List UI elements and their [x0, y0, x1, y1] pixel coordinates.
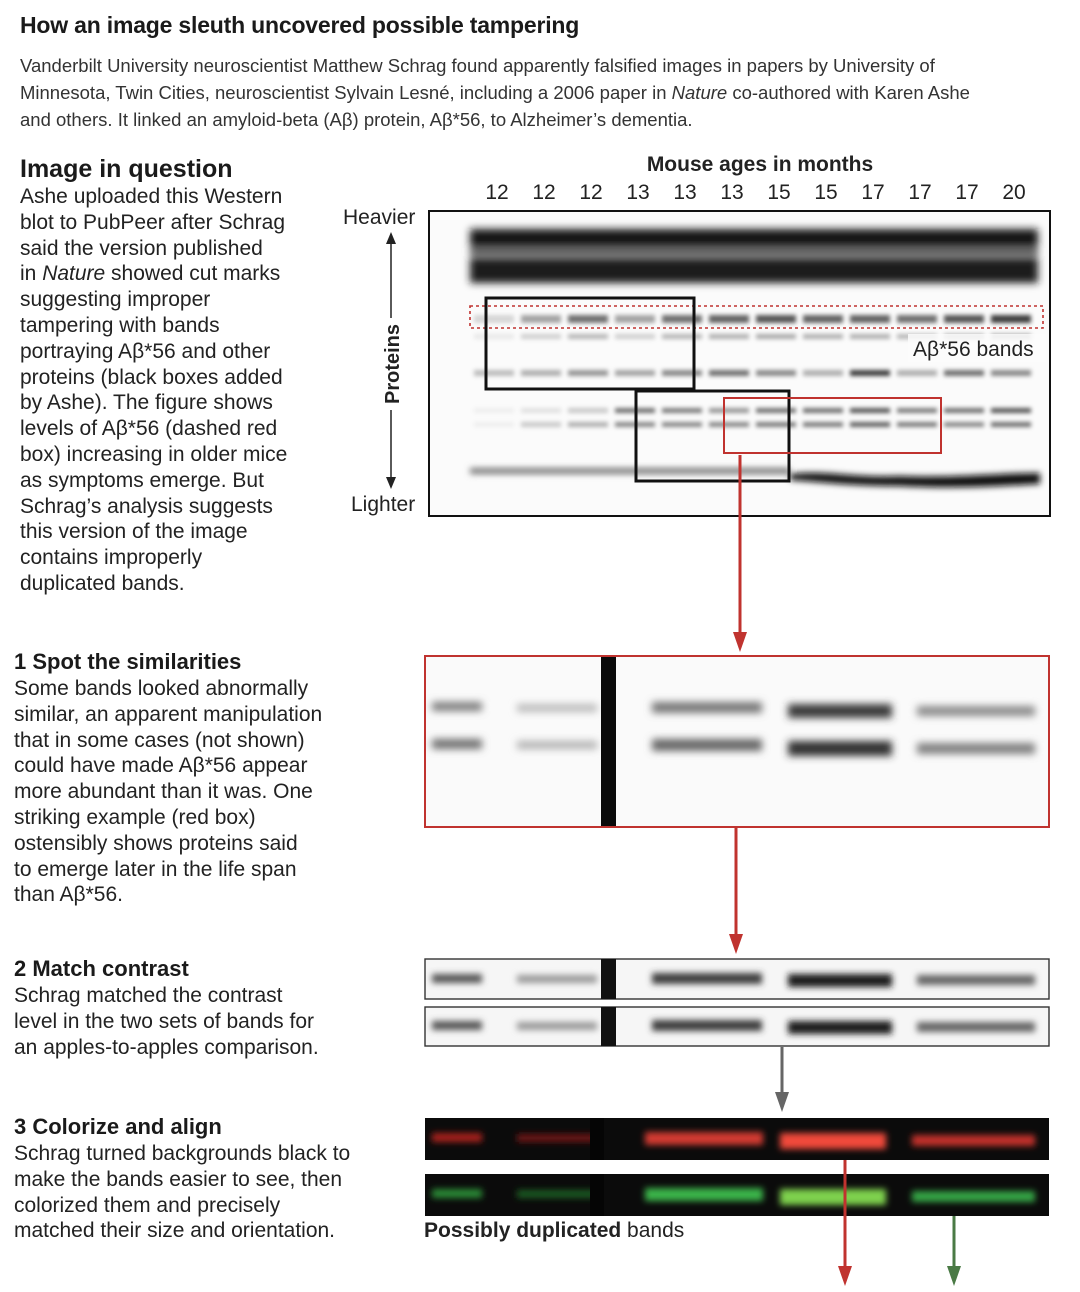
age-label: 15 [767, 181, 791, 204]
blot-band [474, 422, 514, 427]
arrow-down-icon [733, 632, 747, 652]
blot-band [568, 422, 608, 427]
arrow-up-icon [386, 232, 396, 244]
blot-band [803, 408, 843, 413]
blot-band [474, 334, 514, 339]
figure-title: How an image sleuth uncovered possible tampering [20, 12, 580, 38]
blot-band [615, 315, 655, 323]
blot-band [850, 422, 890, 427]
text-line: level in the two sets of bands for [14, 1009, 314, 1033]
text-line: suggesting improper [20, 288, 211, 312]
intro-line: Vanderbilt University neuroscientist Matthew Schrag found apparently falsified images in papers by University of [20, 55, 935, 76]
colorized-strips [425, 1118, 1049, 1216]
abeta-bands-label: Aβ*56 bands [913, 338, 1034, 361]
lighter-label: Lighter [351, 493, 416, 516]
text-line: colorized them and precisely [14, 1193, 281, 1217]
age-label: 12 [579, 181, 603, 204]
blot-band [709, 408, 749, 413]
text-line: box) increasing in older mice [20, 442, 288, 466]
step-3-heading: 3 Colorize and align [14, 1114, 222, 1139]
text-line: matched their size and orientation. [14, 1219, 336, 1243]
text-line: duplicated bands. [20, 571, 185, 595]
duplicated-bands-caption: Possibly duplicated bands [424, 1219, 685, 1242]
text-line: an apples-to-apples comparison. [14, 1035, 319, 1059]
arrow-down-icon [386, 477, 396, 489]
text-line: similar, an apparent manipulation [14, 702, 323, 726]
text-line: Schrag matched the contrast [14, 984, 283, 1007]
blot-band [662, 334, 702, 339]
age-label: 15 [814, 181, 838, 204]
blot-band [662, 422, 702, 427]
cut-mark [601, 657, 616, 826]
blot-band [521, 422, 561, 427]
age-label: 12 [532, 181, 556, 204]
blot-band [991, 315, 1031, 323]
blot-band [521, 408, 561, 413]
heavier-label: Heavier [343, 206, 416, 229]
text-line: to emerge later in the life span [14, 857, 297, 881]
age-label: 17 [955, 181, 979, 204]
blot-band [615, 334, 655, 339]
text-line: said the version published [20, 236, 263, 260]
text-line: this version of the image [20, 520, 248, 544]
blot-band [850, 315, 890, 323]
arrow-down-icon [947, 1266, 961, 1286]
blot-band [850, 408, 890, 413]
text-line: proteins (black boxes added [20, 365, 283, 389]
blot-band [709, 370, 749, 376]
text-line: tampering with bands [20, 313, 220, 337]
blot-band [803, 334, 843, 339]
blot-band [850, 334, 890, 339]
blot-band [662, 370, 702, 376]
text-line: ostensibly shows proteins said [14, 831, 298, 855]
blot-band [803, 422, 843, 427]
blot-band [474, 370, 514, 376]
blot-band [474, 408, 514, 413]
text-line: contains improperly [20, 546, 203, 570]
blot-band [568, 334, 608, 339]
blot-band [850, 370, 890, 376]
age-label: 13 [626, 181, 650, 204]
blot-band [615, 370, 655, 376]
blot-band [944, 370, 984, 376]
blot-band [521, 370, 561, 376]
arrow-down-icon [729, 934, 743, 954]
age-label: 13 [673, 181, 697, 204]
blot-band [803, 315, 843, 323]
text-line: than Aβ*56. [14, 883, 123, 907]
blot-band [897, 315, 937, 323]
intro-line: Minnesota, Twin Cities, neuroscientist Sylvain Lesné, including a 2006 paper in Nature co-authored with Karen Ashe [20, 82, 970, 103]
intro-line: and others. It linked an amyloid-beta (Aβ) protein, Aβ*56, to Alzheimer’s dementia. [20, 109, 693, 130]
step-3-text [14, 1141, 414, 1244]
text-line: Ashe uploaded this Western [20, 185, 283, 208]
blot-band [944, 422, 984, 427]
blot-band [756, 315, 796, 323]
text-line: could have made Aβ*56 appear [14, 754, 308, 778]
text-line: by Ashe). The figure shows [20, 391, 273, 415]
text-line: blot to PubPeer after Schrag [20, 210, 285, 234]
blot-band [709, 422, 749, 427]
text-line: levels of Aβ*56 (dashed red [20, 417, 278, 441]
arrow-down-icon [838, 1266, 852, 1286]
age-label: 17 [908, 181, 932, 204]
blot-band [662, 408, 702, 413]
text-line: in Nature showed cut marks [20, 262, 281, 286]
step-2-text [14, 983, 414, 1060]
blot-band [709, 315, 749, 323]
blot-band [897, 422, 937, 427]
age-label: 13 [720, 181, 744, 204]
step-2-heading: 2 Match contrast [14, 956, 189, 981]
text-line: make the bands easier to see, then [14, 1167, 343, 1191]
section-heading-image-in-question: Image in question [20, 155, 233, 183]
blot-band [897, 370, 937, 376]
age-label: 20 [1002, 181, 1026, 204]
blot-band [756, 370, 796, 376]
text-line: Some bands looked abnormally [14, 677, 309, 700]
proteins-label: Proteins [382, 323, 404, 405]
proteins-axis [382, 232, 404, 489]
blot-band [803, 370, 843, 376]
blot-band [662, 315, 702, 323]
blot-band [521, 315, 561, 323]
blot-band [991, 422, 1031, 427]
text-line: that in some cases (not shown) [14, 728, 305, 752]
age-label: 17 [861, 181, 885, 204]
text-line: Schrag’s analysis suggests [20, 494, 273, 518]
blot-band [944, 315, 984, 323]
ages-title: Mouse ages in months [646, 153, 874, 176]
text-line: striking example (red box) [14, 805, 256, 829]
contrast-strips [425, 959, 1049, 1046]
blot-band [568, 315, 608, 323]
blot-band [568, 408, 608, 413]
text-line: as symptoms emerge. But [20, 468, 264, 492]
age-label: 12 [485, 181, 509, 204]
blot-band [991, 408, 1031, 413]
blot-band [944, 408, 984, 413]
blot-band [756, 334, 796, 339]
zoom-panel [425, 656, 1049, 827]
text-line: portraying Aβ*56 and other [20, 339, 271, 363]
text-line: Schrag turned backgrounds black to [14, 1142, 351, 1165]
arrow-down-icon [775, 1092, 789, 1112]
step-1-heading: 1 Spot the similarities [14, 649, 242, 674]
blot-band [991, 370, 1031, 376]
step-1-text [14, 676, 414, 908]
blot-band [521, 334, 561, 339]
blot-band [474, 315, 514, 323]
blot-band [897, 408, 937, 413]
heavy-bands [470, 229, 1038, 283]
blot-band [568, 370, 608, 376]
text-line: more abundant than it was. One [14, 780, 313, 804]
blot-band [709, 334, 749, 339]
